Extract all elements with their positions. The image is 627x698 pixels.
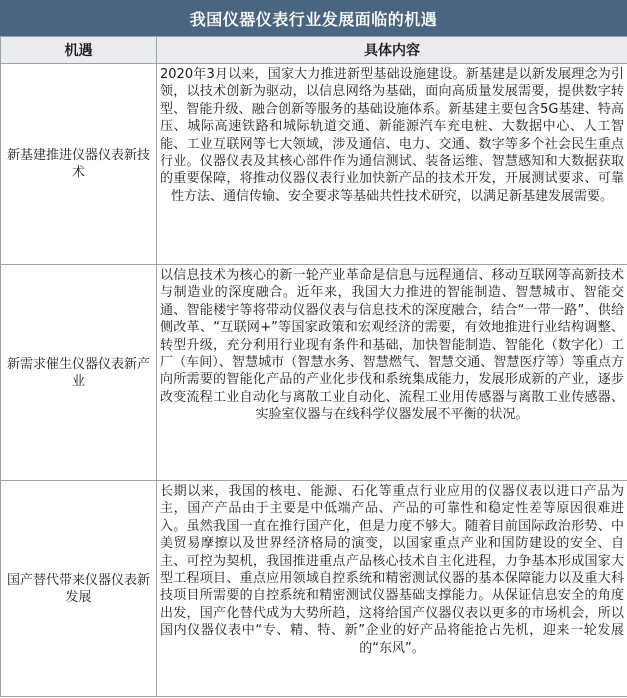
row-opportunity-label: 新需求催生仪器仪表新产业	[1, 265, 157, 481]
table-row	[1, 481, 627, 697]
table-header-row	[1, 37, 627, 64]
row-opportunity-label: 新基建推进仪器仪表新技术	[1, 64, 157, 265]
row-content-text: 以信息技术为核心的新一轮产业革命是信息与远程通信、移动互联网等高新技术与制造业的深度融合。近年来，我国大力推进的智能制造、智慧城市、智能交通、智能楼宇等将带动仪器仪表与信息技术的深度融合，结合“一带一路”、供给侧改革、“互联网+”等国家政策和宏观经济的需要，有效地推进行业结构调整、转型升级，充分利用行业现有条件和基础，加快智能制造、智能化（数字化）工厂（车间）、智慧城市（智慧水务、智慧燃气、智慧交通、智慧医疗等）等重点方向所需要的智能化产品的产业化步伐和系统集成能力，发展形成新的产业，逐步改变流程工业自动化与离散工业自动化、流程工业用传感器与离散工业传感器、实验室仪器与在线科学仪器发展不平衡的状况。	[157, 265, 627, 481]
table-row	[1, 265, 627, 481]
opportunity-table	[0, 36, 627, 697]
table-title: 我国仪器仪表行业发展面临的机遇	[0, 0, 627, 36]
row-content-text: 2020年3月以来，国家大力推进新型基础设施建设。新基建是以新发展理念为引领，以技术创新为驱动，以信息网络为基础，面向高质量发展需要，提供数字转型、智能升级、融合创新等服务的基础设施体系。新基建主要包含5G基建、特高压、城际高速铁路和城际轨道交通、新能源汽车充电桩、大数据中心、人工智能、工业互联网等七大领域，涉及通信、电力、交通、数字等多个社会民生重点行业。仪器仪表及其核心部件作为通信测试、装备运维、智慧感知和大数据获取的重要保障，将推动仪器仪表行业加快新产品的技术开发，开展测试要求、可靠性方法、通信传输、安全要求等基础共性技术研究，以满足新基建发展需要。	[157, 64, 627, 265]
header-content: 具体内容	[157, 37, 627, 64]
header-opportunity: 机遇	[1, 37, 157, 64]
row-content-text: 长期以来，我国的核电、能源、石化等重点行业应用的仪器仪表以进口产品为主，国产产品由于主要是中低端产品、产品的可靠性和稳定性差等原因很难进入。虽然我国一直在推行国产化，但是力度不够大。随着目前国际政治形势、中美贸易摩擦以及世界经济格局的演变，以国家重点产业和国防建设的安全、自主、可控为契机，我国推进重点产品核心技术自主化进程，力争基本形成国家大型工程项目、重点应用领域自控系统和精密测试仪器的基本保障能力以及重大科技项目所需要的自控系统和精密测试仪器基础支撑能力。从保证信息安全的角度出发，国产化替代成为大势所趋，这将给国产仪器仪表以更多的市场机会，所以国内仪器仪表中“专、精、特、新”企业的好产品将能抢占先机，迎来一轮发展的“东风”。	[157, 481, 627, 697]
row-opportunity-label: 国产替代带来仪器仪表新发展	[1, 481, 157, 697]
table-row	[1, 64, 627, 265]
